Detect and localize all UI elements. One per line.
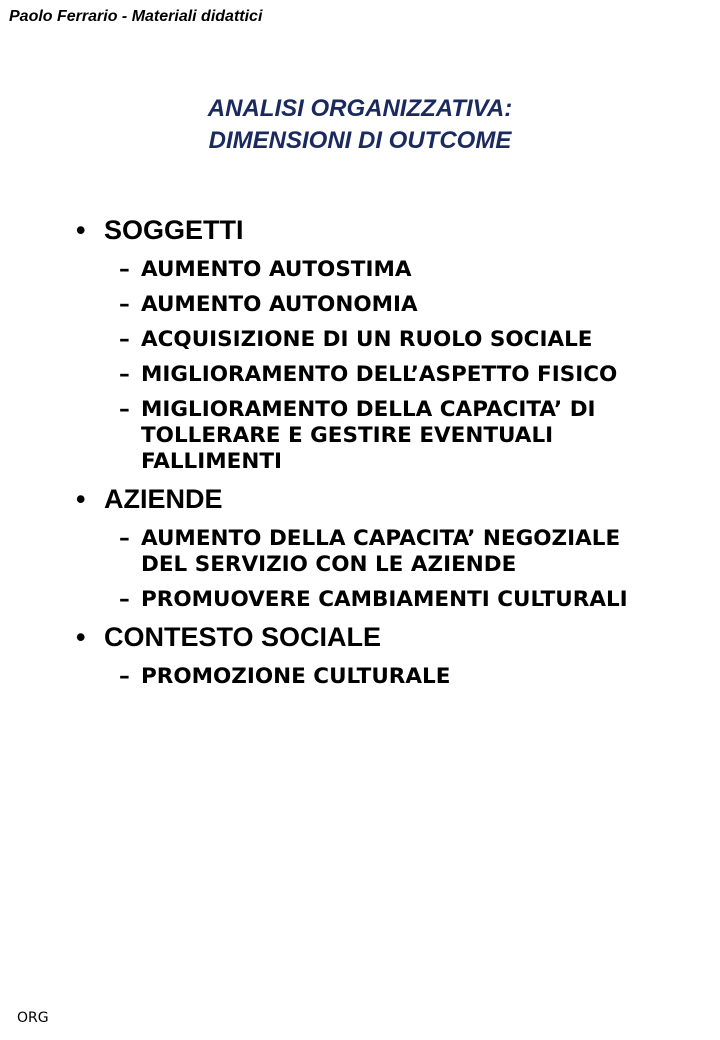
section-label: AZIENDE: [104, 484, 223, 514]
dash-icon: –: [119, 664, 130, 689]
list-item: [76, 362, 682, 388]
dash-icon: –: [119, 526, 130, 551]
list-item-text: PROMOZIONE CULTURALE: [141, 664, 451, 689]
section-aziende: [76, 481, 682, 613]
section-contesto-sociale: [76, 619, 682, 690]
list-item-text: AUMENTO DELLA CAPACITA’ NEGOZIALE DEL SERVIZIO CON LE AZIENDE: [141, 526, 621, 577]
page-footer: ORG: [17, 1010, 49, 1026]
bullet-icon: •: [76, 215, 86, 245]
list-item-text: AUMENTO AUTONOMIA: [141, 292, 418, 317]
list-item-text: ACQUISIZIONE DI UN RUOLO SOCIALE: [141, 327, 593, 352]
list-item-text: AUMENTO AUTOSTIMA: [141, 257, 412, 282]
list-item: [76, 292, 682, 318]
section-items: [76, 526, 682, 613]
dash-icon: –: [119, 397, 130, 422]
list-item-text: PROMUOVERE CAMBIAMENTI CULTURALI: [141, 587, 628, 612]
slide-title: [0, 93, 720, 157]
section-items: [76, 664, 682, 690]
bullet-icon: •: [76, 484, 86, 514]
section-heading: [76, 619, 682, 655]
section-heading: [76, 212, 682, 248]
section-soggetti: [76, 212, 682, 475]
section-label: SOGGETTI: [104, 215, 244, 245]
section-heading: [76, 481, 682, 517]
slide-title-line2: DIMENSIONI DI OUTCOME: [208, 127, 512, 154]
list-item: [76, 526, 682, 578]
dash-icon: –: [119, 257, 130, 282]
dash-icon: –: [119, 362, 130, 387]
dash-icon: –: [119, 292, 130, 317]
section-items: [76, 257, 682, 475]
list-item: [76, 397, 682, 475]
dash-icon: –: [119, 327, 130, 352]
list-item: [76, 327, 682, 353]
slide-title-line1: ANALISI ORGANIZZATIVA:: [207, 95, 513, 122]
outline: [76, 212, 682, 690]
list-item: [76, 664, 682, 690]
list-item-text: MIGLIORAMENTO DELLA CAPACITA’ DI TOLLERARE E GESTIRE EVENTUALI FALLIMENTI: [141, 397, 596, 474]
section-label: CONTESTO SOCIALE: [104, 622, 382, 652]
list-item-text: MIGLIORAMENTO DELL’ASPETTO FISICO: [141, 362, 618, 387]
list-item: [76, 587, 682, 613]
page-header: Paolo Ferrario - Materiali didattici: [9, 8, 263, 25]
dash-icon: –: [119, 587, 130, 612]
bullet-icon: •: [76, 622, 86, 652]
list-item: [76, 257, 682, 283]
